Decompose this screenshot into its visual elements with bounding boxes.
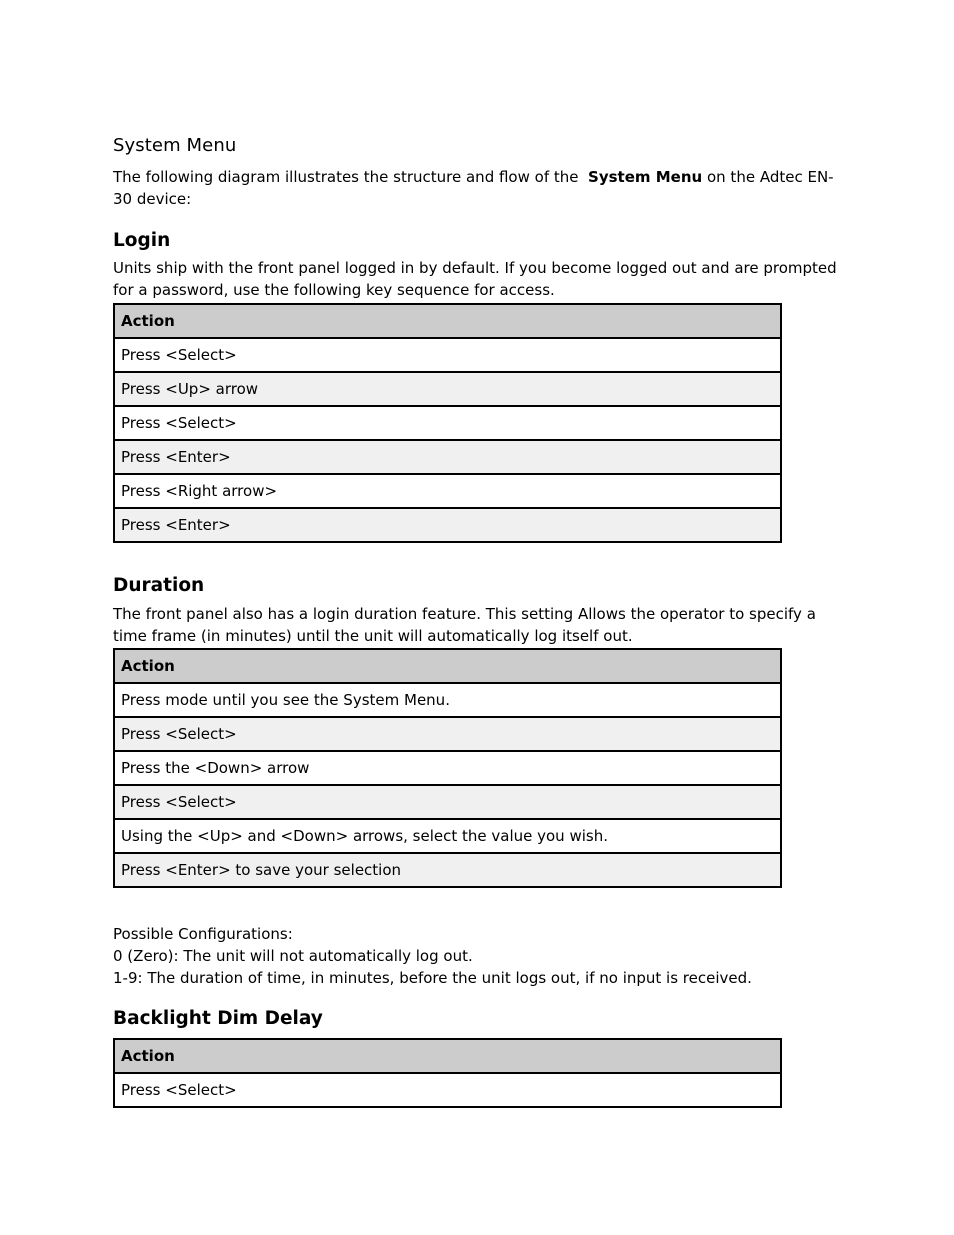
table-header-row [114,1039,781,1073]
configuration-item: 0 (Zero): The unit will not automatically log out. [113,947,473,965]
table-cell: Press <Right arrow> [114,474,781,508]
intro-text-before: The following diagram illustrates the structure and flow of the [113,168,579,186]
table-row [114,785,781,819]
table-header-cell: Action [114,304,781,338]
backlight-heading: Backlight Dim Delay [113,1008,323,1029]
login-action-table [113,303,782,543]
table-row [114,1073,781,1107]
backlight-action-table [113,1038,782,1108]
table-row [114,406,781,440]
duration-heading: Duration [113,575,205,596]
table-row [114,853,781,887]
table-row [114,751,781,785]
configuration-item: 1-9: The duration of time, in minutes, before the unit logs out, if no input is received. [113,969,752,987]
table-row [114,717,781,751]
table-cell: Press <Enter> [114,508,781,542]
duration-description: The front panel also has a login duration feature. This setting Allows the operator to specify a time frame (in minutes) until the unit will automatically log itself out. [113,605,816,645]
table-row [114,819,781,853]
table-cell: Press mode until you see the System Menu. [114,683,781,717]
login-heading: Login [113,230,171,251]
table-header-row [114,304,781,338]
table-header-row [114,649,781,683]
intro-text-bold: System Menu [588,168,703,186]
table-cell: Press <Select> [114,717,781,751]
login-description: Units ship with the front panel logged in by default. If you become logged out and are prompted for a password, use the following key sequence for access. [113,259,837,299]
table-cell: Press the <Down> arrow [114,751,781,785]
table-row [114,440,781,474]
table-cell: Using the <Up> and <Down> arrows, select the value you wish. [114,819,781,853]
table-row [114,474,781,508]
table-row [114,683,781,717]
table-row [114,338,781,372]
table-cell: Press <Up> arrow [114,372,781,406]
table-cell: Press <Select> [114,785,781,819]
configurations-title: Possible Configurations: [113,925,293,943]
intro-text-after: on the Adtec EN-30 device: [113,168,834,208]
table-cell: Press <Enter> to save your selection [114,853,781,887]
table-cell: Press <Select> [114,1073,781,1107]
table-row [114,372,781,406]
duration-action-table [113,648,782,888]
table-header-cell: Action [114,649,781,683]
table-header-cell: Action [114,1039,781,1073]
table-cell: Press <Select> [114,406,781,440]
page-title: System Menu [113,135,237,156]
intro-paragraph [113,167,843,210]
possible-configurations [113,923,752,989]
table-cell: Press <Enter> [114,440,781,474]
table-row [114,508,781,542]
table-cell: Press <Select> [114,338,781,372]
